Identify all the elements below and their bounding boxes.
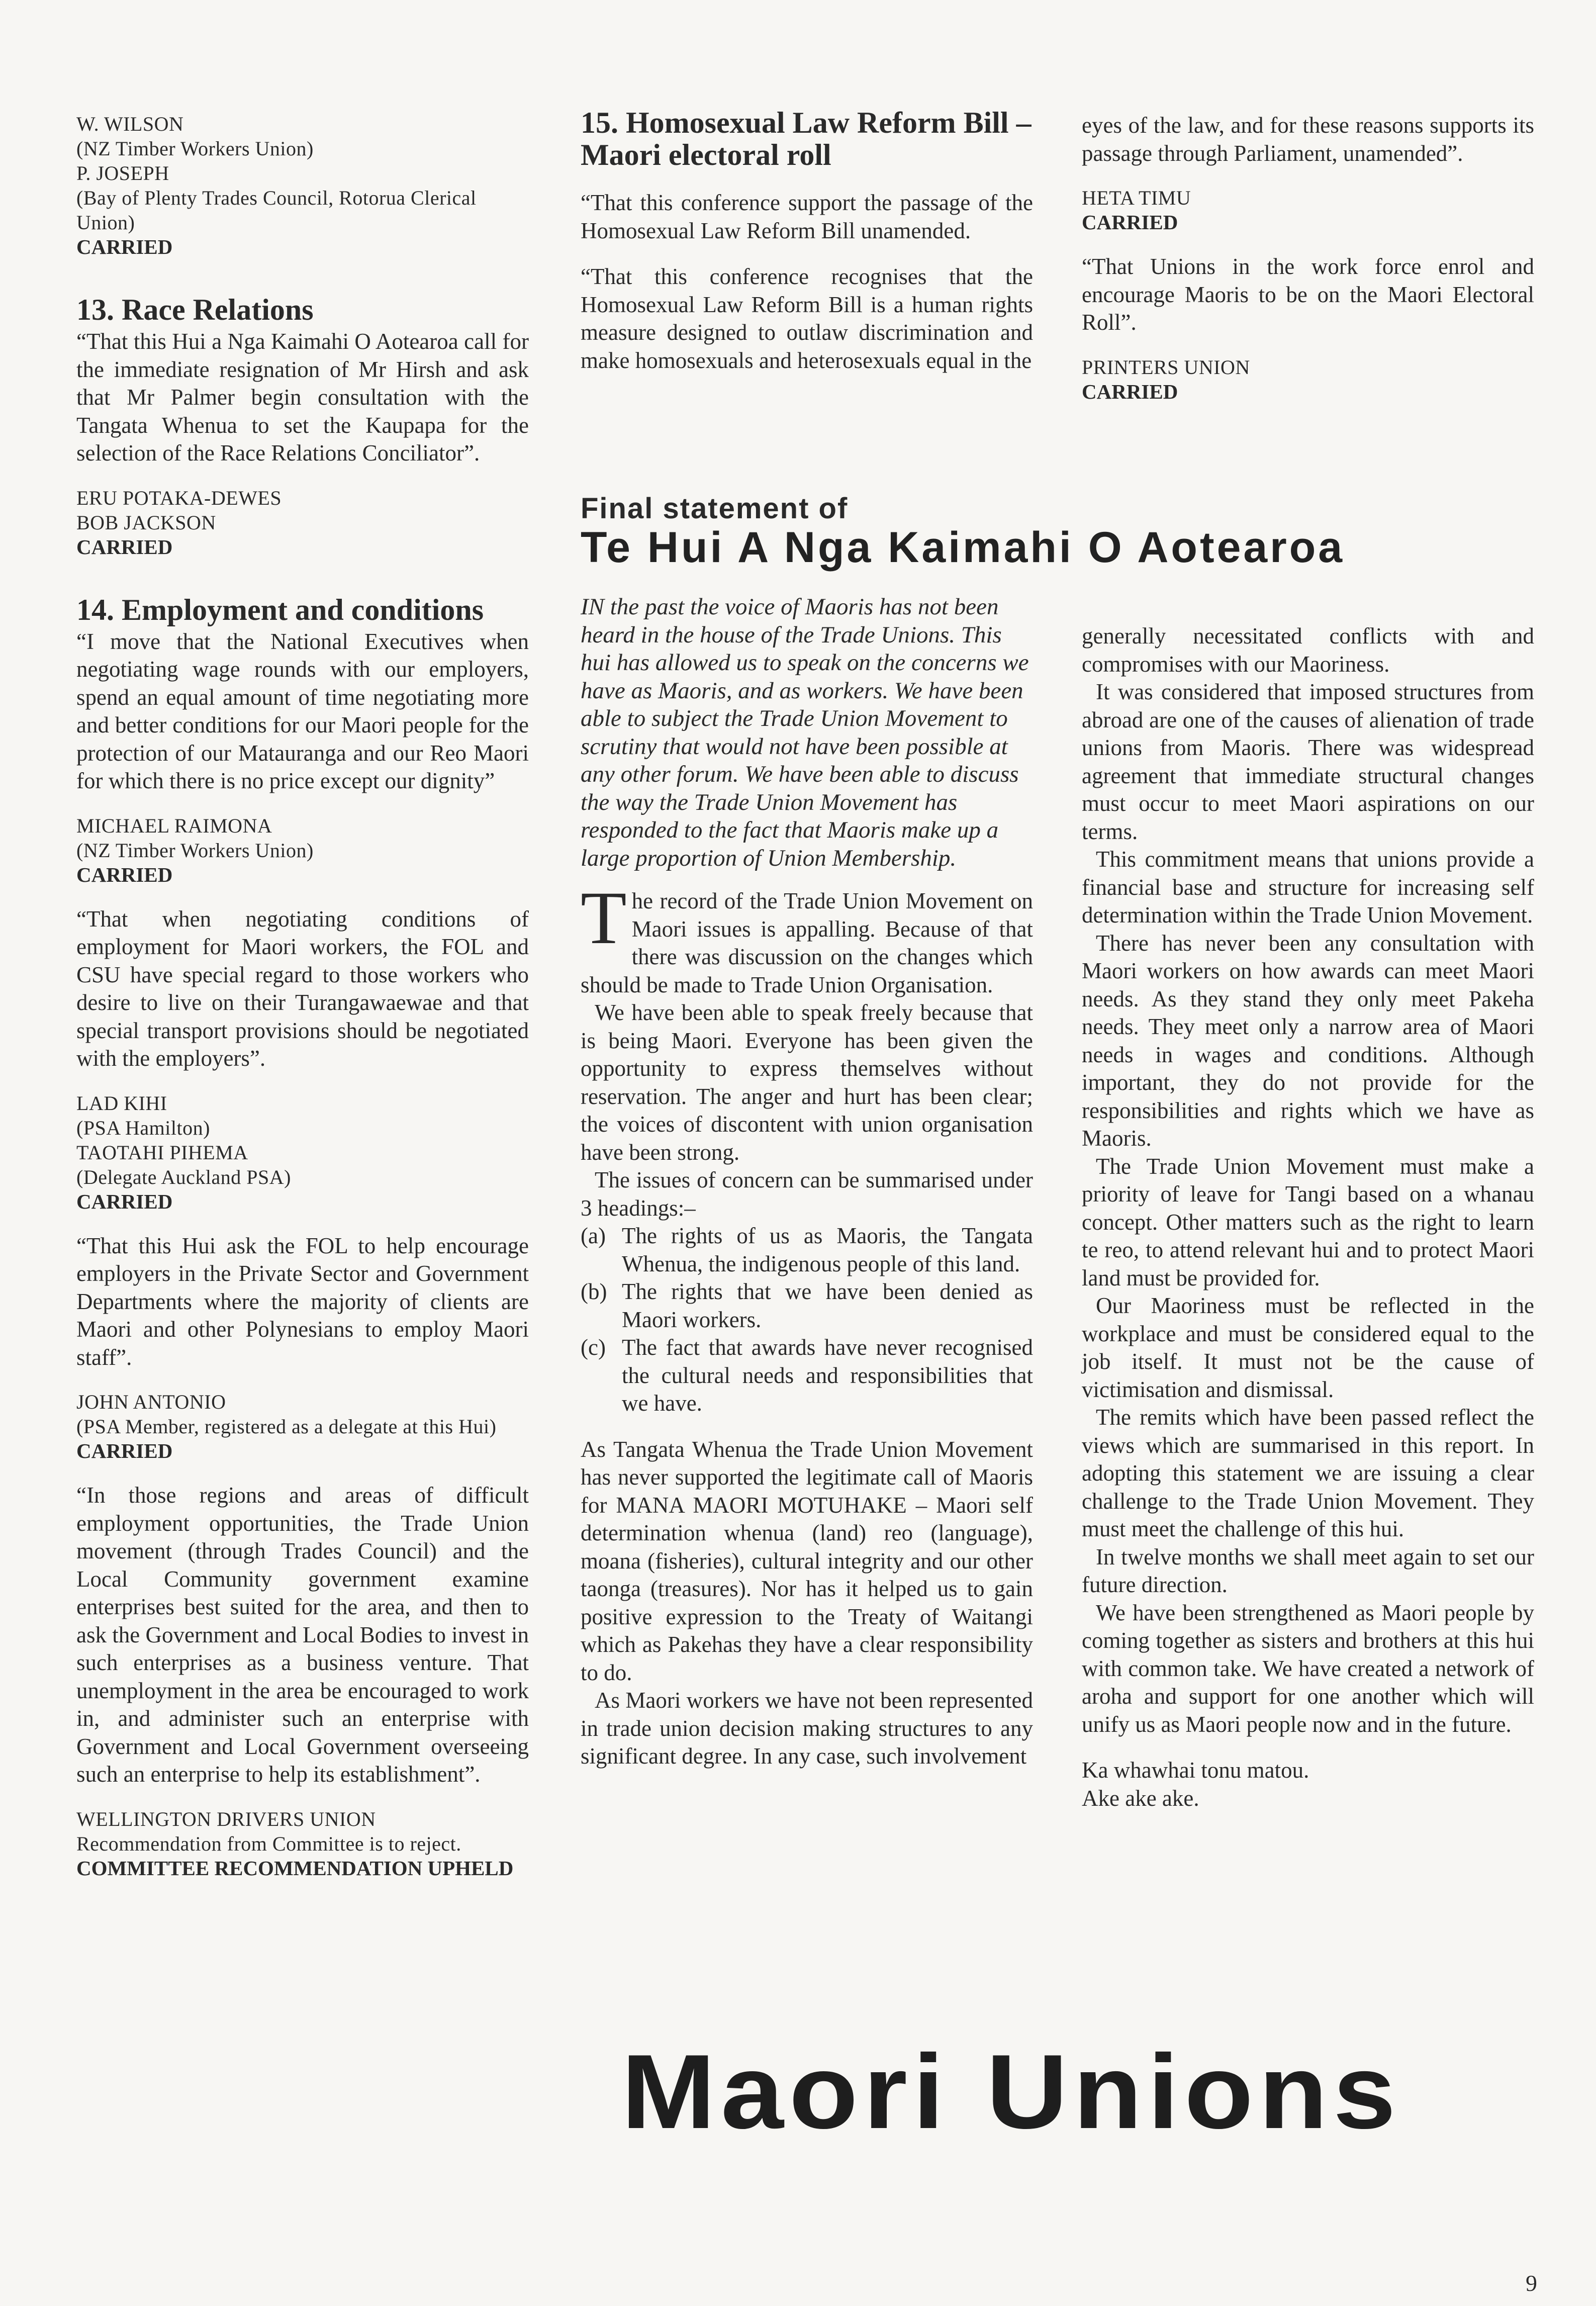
paragraph: generally necessitated conflicts with and compromises with our Maoriness.	[1082, 623, 1534, 677]
attribution: HETA TIMU	[1082, 187, 1191, 209]
paragraph: The remits which have been passed reflect the views which are summarised in this report. In adopting this statement we are issuing a clear challenge to the Trade Union Movement. They must meet the challenge of this hui.	[1082, 1405, 1534, 1541]
paragraph: As Maori workers we have not been represented in trade union decision making structures to any significant degree. In any case, such involvement	[581, 1688, 1033, 1769]
attribution: Recommendation from Committee is to reject.	[76, 1832, 461, 1855]
attribution: (NZ Timber Workers Union)	[76, 137, 314, 160]
right-top-column	[1082, 112, 1534, 404]
paragraph: “I move that the National Executives when negotiating wage rounds with our employers, spend an equal amount of time negotiating more and better conditions for our Maori people for the protection of our Matauranga and our Reo Maori for which there is no price except our dignity”	[76, 628, 529, 793]
page-number: 9	[1526, 2270, 1537, 2296]
paragraph: “That this Hui a Nga Kaimahi O Aotearoa call for the immediate resignation of Mr Hirsh and ask that Mr Palmer begin consultation with the Tangata Whenua to set the Kaupapa for the selection of the Race Relations Conciliator”.	[76, 329, 529, 466]
resolution-status: CARRIED	[76, 1189, 173, 1213]
section-banner: Maori Unions	[621, 2033, 1401, 2151]
attribution: (PSA Hamilton)	[76, 1116, 210, 1139]
resolution-status: CARRIED	[1082, 211, 1178, 234]
list-item-text: The rights of us as Maoris, the Tangata Whenua, the indigenous people of this land.	[622, 1223, 1033, 1276]
attribution: (Delegate Auckland PSA)	[76, 1165, 291, 1188]
lead-paragraph: The record of the Trade Union Movement on Maori issues is appalling. Because of that there was discussion on the changes which should be made to Trade Union Organisation.	[581, 876, 1033, 997]
list-item-label: (c)	[581, 1335, 606, 1360]
final-statement-title: Te Hui A Nga Kaimahi O Aotearoa	[581, 523, 1345, 572]
paragraph: There has never been any consultation with Maori workers on how awards can meet Maori needs. As they stand they only meet Pakeha needs. They meet only a narrow area of Maori needs in wages and conditions. Although important, they do not provide for the responsibilities and rights which we have as Maoris.	[1082, 930, 1534, 1151]
paragraph: The Trade Union Movement must make a priority of leave for Tangi based on a whanau concept. Other matters such as the right to learn te reo, to attend relevant hui and to protect Maori land must be provided for.	[1082, 1153, 1534, 1290]
paragraph: It was considered that imposed structures from abroad are one of the causes of alienation of trade unions from Maoris. There was widespread agreement that immediate structural changes must occur to meet Maori aspirations on our terms.	[1082, 679, 1534, 844]
resolution-status: CARRIED	[76, 235, 173, 258]
resolution-status: CARRIED	[76, 535, 173, 559]
attribution: WELLINGTON DRIVERS UNION	[76, 1807, 376, 1830]
attribution: P. JOSEPH	[76, 162, 169, 185]
attribution: TAOTAHI PIHEMA	[76, 1141, 248, 1164]
attribution: W. WILSON	[76, 113, 184, 135]
paragraph: eyes of the law, and for these reasons supports its passage through Parliament, unamended”.	[1082, 113, 1534, 166]
section-heading: 14. Employment and conditions	[76, 593, 484, 626]
list-item-label: (a)	[581, 1223, 606, 1248]
attribution: (PSA Member, registered as a delegate at this Hui)	[76, 1415, 497, 1438]
paragraph: “That Unions in the work force enrol and encourage Maoris to be on the Maori Electoral Roll”.	[1082, 254, 1534, 335]
final-statement-kicker: Final statement of	[581, 492, 849, 525]
list-item	[581, 1222, 1033, 1278]
intro-paragraph: IN the past the voice of Maoris has not been heard in the house of the Trade Unions. This hui has allowed us to speak on the concerns we have as Maoris, and as workers. We have been able to subject the Trade Union Movement to scrutiny that would not have been possible at any other forum. We have been able to discuss the way the Trade Union Movement has responded to the fact that Maoris make up a large proportion of Union Membership.	[581, 594, 1029, 871]
attribution: BOB JACKSON	[76, 511, 216, 534]
attribution: LAD KIHI	[76, 1091, 167, 1115]
list-item-text: The rights that we have been denied as Maori workers.	[622, 1279, 1033, 1332]
statement-column-right	[1082, 622, 1534, 1812]
paragraph: The issues of concern can be summarised under 3 headings:–	[581, 1167, 1033, 1221]
paragraph: “In those regions and areas of difficult employment opportunities, the Trade Union movement (through Trades Council) and the Local Community government examine enterprises best suited for the area, and then to ask the Government and Local Bodies to invest in such enterprises as a business venture. That unemployment in the area be encouraged to work in, and administer such an enterprise with Government and Local Government overseeing such an enterprise to help its establishment”.	[76, 1483, 529, 1787]
attribution: JOHN ANTONIO	[76, 1391, 226, 1413]
list-item	[581, 1278, 1033, 1334]
paragraph: We have been able to speak freely because that is being Maori. Everyone has been given the opportunity to express themselves without reservation. The anger and hurt has been clear; the voices of discontent with union organisation have been strong.	[581, 1000, 1033, 1165]
attribution: PRINTERS UNION	[1082, 355, 1250, 379]
attribution: (Bay of Plenty Trades Council, Rotorua Clerical Union)	[76, 187, 477, 234]
paragraph: This commitment means that unions provide a financial base and structure for increasing self determination within the Trade Union Movement.	[1082, 847, 1534, 928]
attribution: ERU POTAKA-DEWES	[76, 486, 282, 509]
list-item-label: (b)	[581, 1279, 607, 1304]
statement-column-middle	[581, 593, 1033, 1771]
paragraph: In twelve months we shall meet again to set our future direction.	[1082, 1544, 1534, 1597]
resolution-status: COMMITTEE RECOMMENDATION UPHELD	[76, 1856, 514, 1880]
section-heading: 15. Homosexual Law Reform Bill – Maori electoral roll	[581, 106, 1031, 171]
paragraph: Ka whawhai tonu matou.	[1082, 1758, 1309, 1783]
paragraph: Our Maoriness must be reflected in the workplace and must be considered equal to the job itself. It must not be the cause of victimisation and dismissal.	[1082, 1293, 1534, 1402]
middle-top-column	[581, 107, 1033, 375]
left-column	[76, 112, 529, 1881]
paragraph: “That this conference recognises that the Homosexual Law Reform Bill is a human rights measure designed to outlaw discrimination and make homosexuals and heterosexuals equal in the	[581, 264, 1033, 373]
attribution: (NZ Timber Workers Union)	[76, 839, 314, 862]
resolution-status: CARRIED	[76, 863, 173, 886]
attribution: MICHAEL RAIMONA	[76, 814, 272, 837]
paragraph: As Tangata Whenua the Trade Union Movement has never supported the legitimate call of Maoris for MANA MAORI MOTUHAKE – Maori self determination whenua (land) reo (language), moana (fisheries), cultural integrity and our other taonga (treasures). Nor has it helped us to gain positive expression to the Treaty of Waitangi which as Pakehas they have a clear responsibility to do.	[581, 1436, 1033, 1685]
resolution-status: CARRIED	[76, 1439, 173, 1462]
section-heading: 13. Race Relations	[76, 293, 314, 326]
list-item-text: The fact that awards have never recognised the cultural needs and responsibilities that we have.	[622, 1335, 1033, 1416]
paragraph: “That this conference support the passage of the Homosexual Law Reform Bill unamended.	[581, 190, 1033, 243]
paragraph: Ake ake ake.	[1082, 1785, 1199, 1811]
paragraph: “That this Hui ask the FOL to help encourage employers in the Private Sector and Government Departments where the majority of clients are Maori and other Polynesians to employ Maori staff”.	[76, 1233, 529, 1370]
list-item	[581, 1334, 1033, 1418]
resolution-status: CARRIED	[1082, 380, 1178, 403]
paragraph: “That when negotiating conditions of employment for Maori workers, the FOL and CSU have special regard to those workers who desire to live on their Turangawaewae and that special transport provisions should be negotiated with the employers”.	[76, 906, 529, 1071]
paragraph: We have been strengthened as Maori people by coming together as sisters and brothers at this hui with common take. We have created a network of aroha and support for one another which will unify us as Maori people now and in the future.	[1082, 1600, 1534, 1737]
